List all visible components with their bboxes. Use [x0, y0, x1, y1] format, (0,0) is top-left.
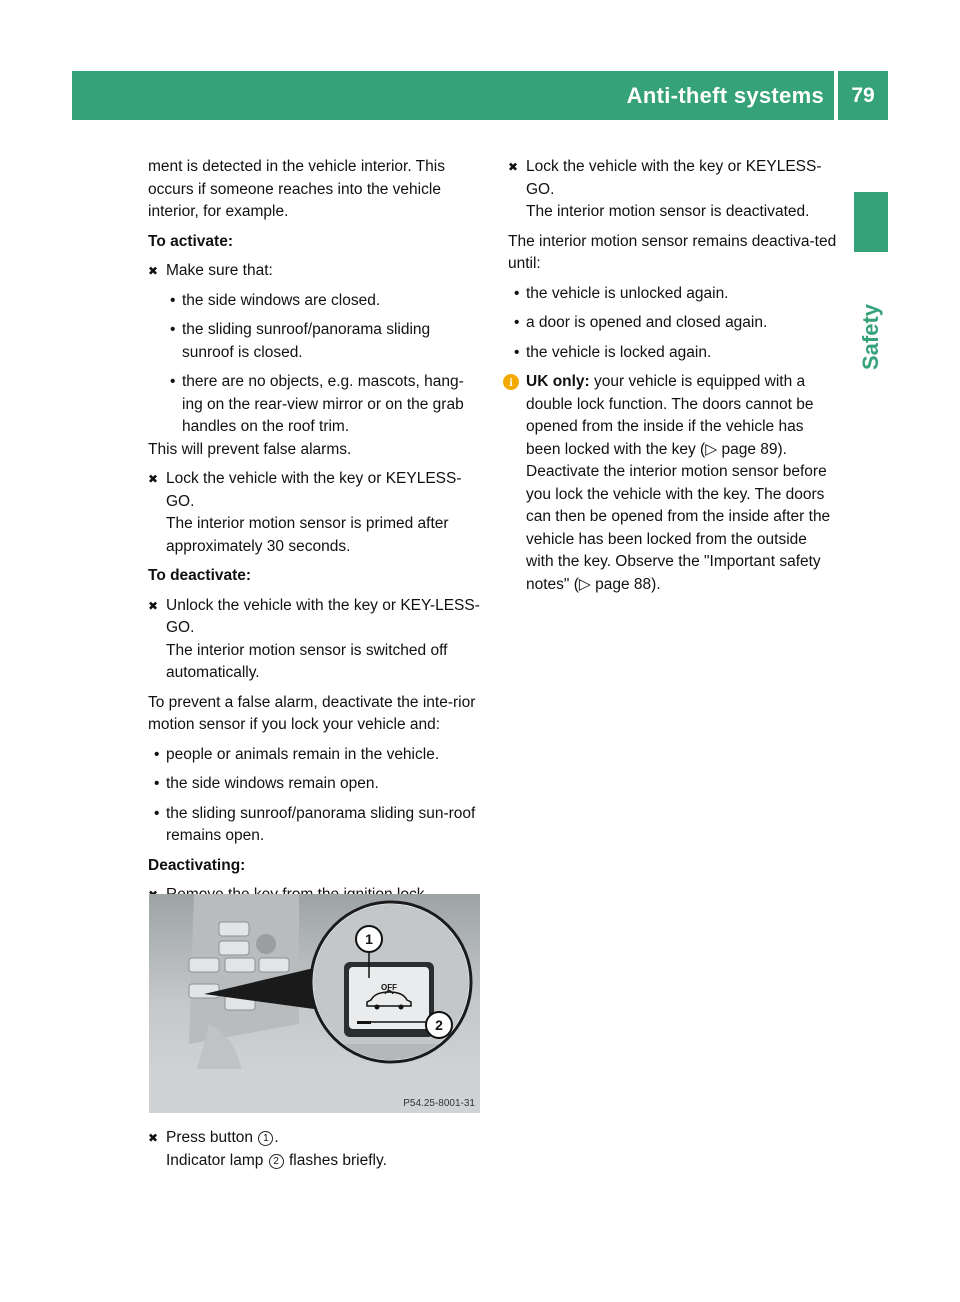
step-arrow-icon: ✖	[148, 1131, 159, 1145]
off-label: OFF	[381, 983, 397, 992]
list-item-text: the vehicle is locked again.	[526, 343, 712, 361]
list-item	[164, 290, 483, 313]
press-step-suffix: .	[274, 1129, 279, 1146]
deactivate-step-text: Unlock the vehicle with the key or KEY-LESS-GO.	[166, 596, 480, 636]
deactivate-step	[148, 595, 483, 685]
chapter-label	[837, 270, 905, 370]
list-item-text: the sliding sunroof/panorama sliding sun-roof remains open.	[166, 804, 476, 844]
step-arrow-icon: ✖	[148, 472, 159, 486]
indicator-text	[166, 1150, 483, 1173]
chapter-label-text: Safety	[858, 303, 883, 370]
activate-step-2-result: The interior motion sensor is primed after approximately 30 seconds.	[166, 515, 449, 555]
deactivate-heading: To deactivate:	[148, 567, 252, 584]
activate-heading: To activate:	[148, 232, 233, 250]
chapter-tab	[854, 192, 888, 252]
list-item-text: people or animals remain in the vehicle.	[166, 745, 440, 763]
page-ref-88[interactable]: page 88	[595, 575, 652, 593]
list-item	[148, 744, 483, 767]
indicator-suffix: flashes briefly.	[288, 1151, 387, 1169]
remains-paragraph: The interior motion sensor remains deactiva-ted until:	[508, 232, 837, 272]
figure-illustration	[149, 894, 480, 1113]
lock-step-result: The interior motion sensor is deactivated.	[526, 203, 810, 220]
image-code: P54.25-8001-31	[403, 1098, 475, 1109]
bullet-icon: •	[170, 373, 176, 390]
indicator-lamp	[357, 1021, 371, 1024]
uk-note-text-3: ).	[651, 575, 661, 593]
uk-note-text	[526, 371, 838, 596]
bullet-icon: •	[154, 745, 160, 763]
list-item	[148, 773, 483, 796]
intro-paragraph: ment is detected in the vehicle interior. This occurs if someone reaches into the vehicle interior, for example.	[148, 158, 445, 220]
press-step	[148, 1127, 483, 1172]
bullet-icon: •	[154, 804, 160, 822]
indicator-prefix: Indicator lamp	[166, 1151, 264, 1169]
info-icon: i	[503, 374, 519, 390]
list-item	[508, 312, 838, 335]
step-arrow-icon: ✖	[148, 264, 159, 278]
press-step-text	[166, 1127, 483, 1150]
list-item-text: the vehicle is unlocked again.	[526, 284, 729, 302]
deactivating-heading: Deactivating:	[148, 856, 246, 874]
page-ref-89[interactable]: page 89	[721, 440, 778, 458]
deactivate-step-result: The interior motion sensor is switched off automatically.	[166, 641, 448, 681]
uk-note	[508, 371, 838, 596]
overhead-control-panel-figure	[149, 894, 480, 1113]
list-item	[508, 342, 838, 365]
bullet-icon: •	[154, 775, 160, 792]
section-title: Anti-theft systems	[626, 83, 824, 108]
page-ref-arrow-icon: ▷	[705, 440, 718, 458]
press-steps	[148, 1127, 483, 1172]
page-number: 79	[838, 71, 888, 120]
list-item-text: the sliding sunroof/panorama sliding sunroof is closed.	[182, 321, 431, 361]
bullet-icon: •	[514, 284, 520, 302]
callout-ref-2: 2	[269, 1154, 284, 1169]
list-item-text: a door is opened and closed again.	[526, 314, 768, 331]
activate-step-1	[148, 260, 483, 439]
list-item	[148, 803, 483, 848]
step-arrow-icon: ✖	[148, 598, 159, 613]
list-item-text: there are no objects, e.g. mascots, hang-ing on the rear-view mirror or on the grab handles on the roof trim.	[182, 373, 464, 435]
uk-note-text-2: ). Deactivate the interior motion sensor before you lock the vehicle with the key. The doors can then be opened from the inside after the vehicle has been locked from the outside with the key. Observe the "Important safety notes" (	[526, 440, 831, 593]
callout-ref-1: 1	[258, 1131, 273, 1146]
bullet-icon: •	[514, 343, 520, 361]
list-item	[164, 371, 483, 439]
activate-step-1-result: This will prevent false alarms.	[148, 440, 352, 458]
prevent-paragraph: To prevent a false alarm, deactivate the inte-rior motion sensor if you lock your vehicle and:	[148, 693, 476, 733]
bullet-icon: •	[170, 291, 176, 309]
left-column	[148, 156, 483, 907]
bullet-icon: •	[514, 314, 520, 331]
list-item	[164, 319, 483, 364]
list-item	[508, 283, 838, 306]
activate-step-2	[148, 468, 483, 558]
uk-note-text-1: your vehicle is equipped with a double lock function. The doors cannot be opened from the inside if the vehicle has been locked with the key (	[526, 373, 814, 458]
activate-step-2-text: Lock the vehicle with the key or KEYLESS-GO.	[166, 470, 462, 510]
bullet-icon: •	[170, 321, 176, 338]
lock-step-text: Lock the vehicle with the key or KEYLESS-GO.	[526, 158, 822, 198]
uk-note-lead: UK only:	[526, 373, 590, 390]
lock-step	[508, 156, 838, 224]
list-item-text: the side windows are closed.	[182, 291, 381, 309]
step-arrow-icon: ✖	[508, 160, 519, 174]
page-ref-arrow-icon: ▷	[578, 575, 591, 593]
activate-step-1-text: Make sure that:	[166, 262, 273, 279]
callout-2: 2	[435, 1017, 443, 1033]
callout-1: 1	[365, 931, 373, 947]
press-step-prefix: Press button	[166, 1129, 254, 1146]
list-item-text: the side windows remain open.	[166, 775, 379, 792]
right-column	[508, 156, 838, 596]
